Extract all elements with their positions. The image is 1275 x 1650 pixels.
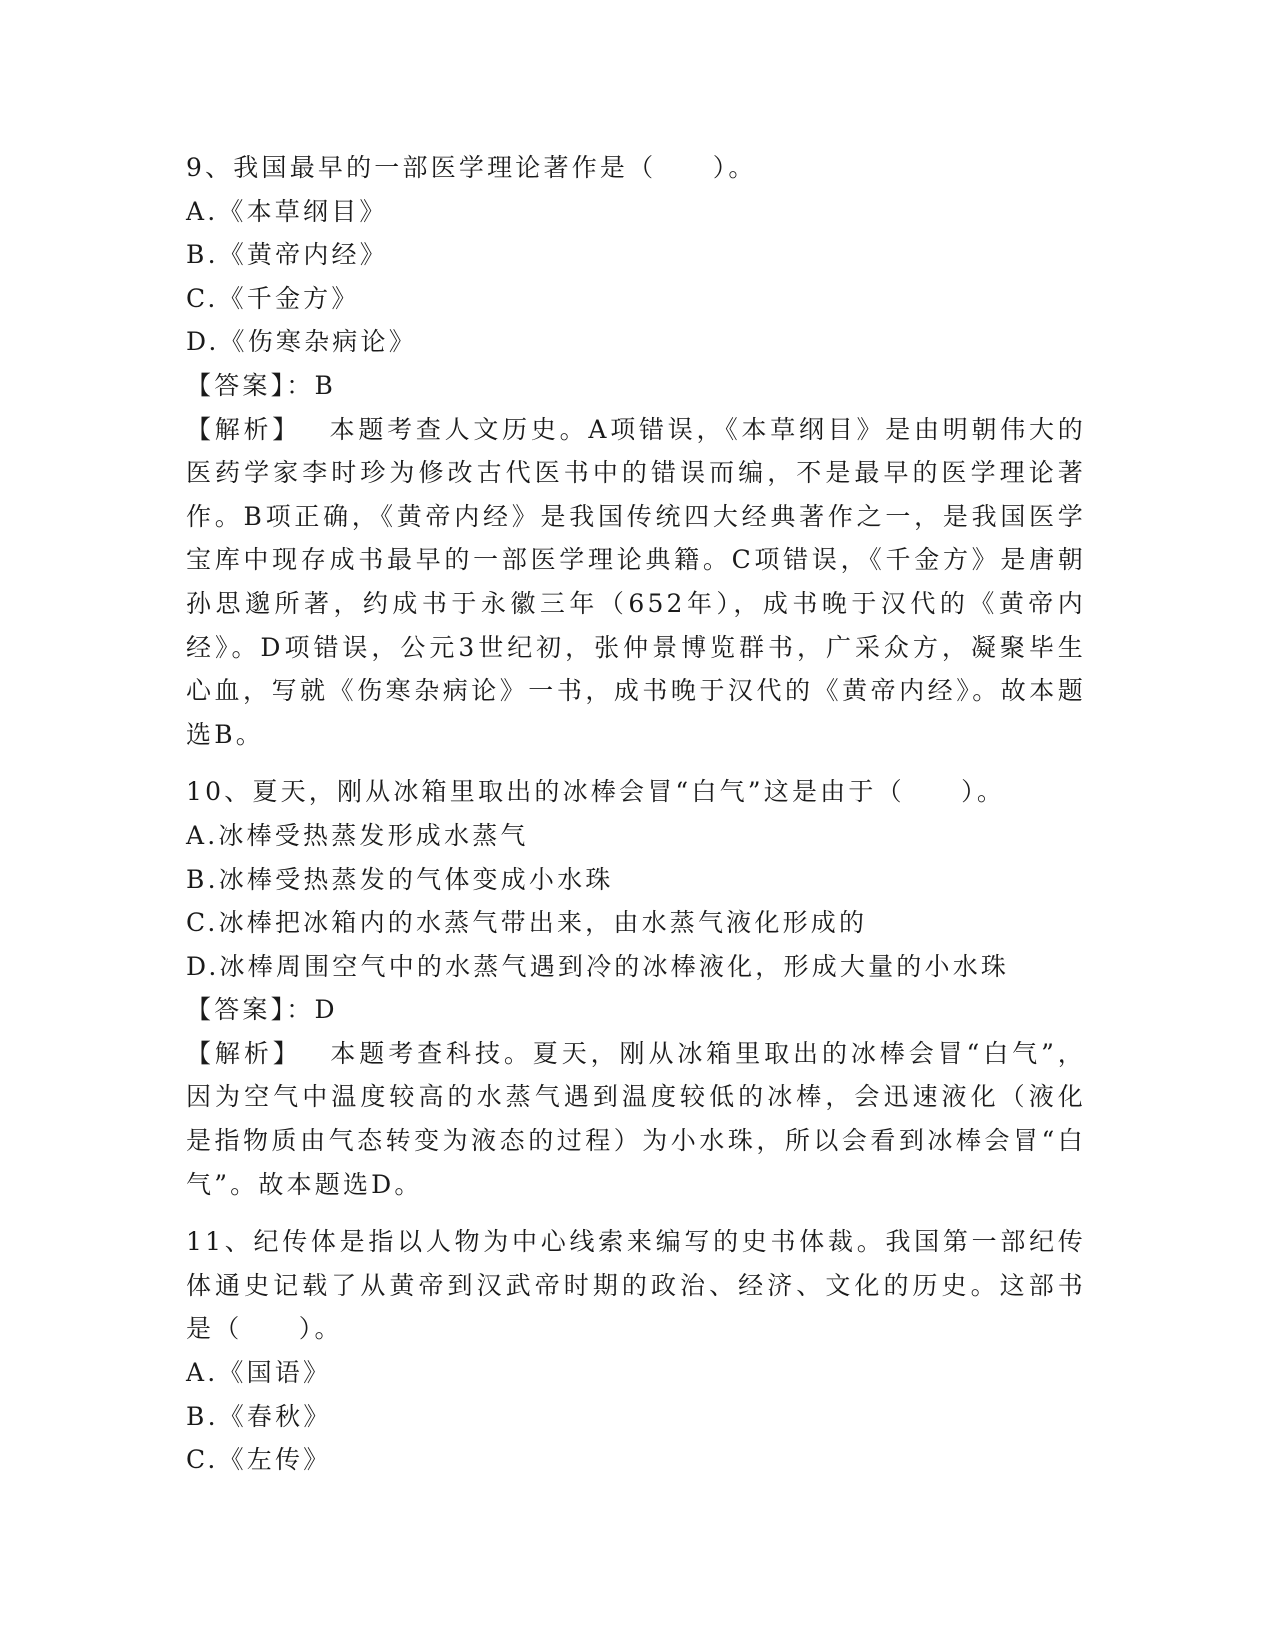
option-b: B.《春秋》 — [186, 1401, 332, 1431]
option-c: C.《千金方》 — [186, 283, 360, 313]
option-b: B.冰棒受热蒸发的气体变成小水珠 — [186, 864, 614, 894]
option-a: A.《国语》 — [186, 1358, 332, 1388]
question-9 — [186, 146, 1086, 756]
answer-line — [186, 364, 1086, 408]
answer-value: B — [314, 370, 337, 400]
answer-line — [186, 988, 1086, 1032]
analysis-label: 【解析】 — [186, 414, 302, 444]
option-a: A.冰棒受热蒸发形成水蒸气 — [186, 820, 529, 850]
option-a: A.《本草纲目》 — [186, 196, 388, 226]
answer-label: 【答案】： — [186, 370, 315, 400]
question-stem: 9、我国最早的一部医学理论著作是（ ）。 — [186, 153, 757, 182]
option-b: B.《黄帝内经》 — [186, 240, 388, 270]
document-page — [186, 146, 1086, 1482]
question-11 — [186, 1220, 1086, 1482]
option-c: C.冰棒把冰箱内的水蒸气带出来，由水蒸气液化形成的 — [186, 908, 868, 938]
question-10 — [186, 770, 1086, 1206]
question-stem: 11、纪传体是指以人物为中心线索来编写的史书体裁。我国第一部纪传体通史记载了从黄帝到汉武帝时期的政治、经济、文化的历史。这部书是（ ）。 — [186, 1227, 1086, 1344]
analysis-paragraph — [186, 1032, 1086, 1206]
analysis-text: 本题考查科技。夏天，刚从冰箱里取出的冰棒会冒“白气”，因为空气中温度较高的水蒸气遇到温度较低的冰棒，会迅速液化（液化是指物质由气态转变为液态的过程）为小水珠，所以会看到冰棒会冒“白气”。故本题选D。 — [186, 1038, 1086, 1199]
analysis-paragraph — [186, 408, 1086, 757]
option-c: C.《左传》 — [186, 1445, 332, 1475]
question-stem: 10、夏天，刚从冰箱里取出的冰棒会冒“白气”这是由于（ ）。 — [186, 777, 1006, 807]
option-d: D.《伤寒杂病论》 — [186, 327, 417, 357]
analysis-label: 【解析】 — [186, 1038, 302, 1068]
option-d: D.冰棒周围空气中的水蒸气遇到冷的冰棒液化，形成大量的小水珠 — [186, 951, 1010, 981]
answer-label: 【答案】： — [186, 995, 315, 1025]
answer-value: D — [314, 995, 338, 1025]
analysis-text: 本题考查人文历史。A项错误，《本草纲目》是由明朝伟大的医药学家李时珍为修改古代医书中的错误而编，不是最早的医学理论著作。B项正确，《黄帝内经》是我国传统四大经典著作之一，是我国医学宝库中现存成书最早的一部医学理论典籍。C项错误，《千金方》是唐朝孙思邈所著，约成书于永徽三年（652年），成书晚于汉代的《黄帝内经》。D项错误，公元3世纪初，张仲景博览群书，广采众方，凝聚毕生心血，写就《伤寒杂病论》一书，成书晚于汉代的《黄帝内经》。故本题选B。 — [186, 414, 1086, 749]
